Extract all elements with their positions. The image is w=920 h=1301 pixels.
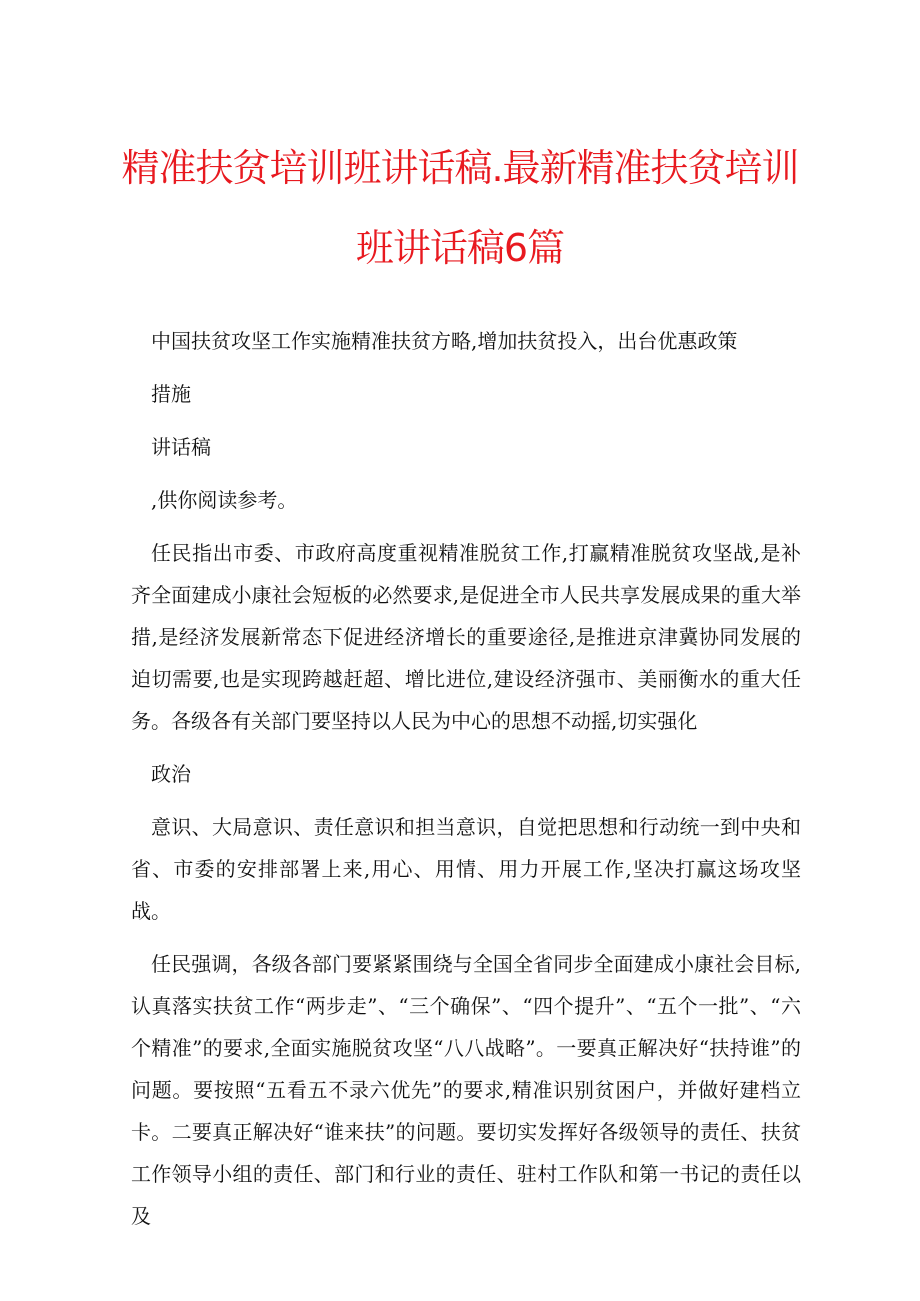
paragraph-reference: ,供你阅读参考。 <box>151 488 298 512</box>
document-title-line-1: 精准扶贫培训班讲话稿.最新精准扶贫培训 <box>121 146 799 190</box>
paragraph-speech: 讲话稿 <box>151 435 211 459</box>
paragraph-politics: 政治 <box>151 762 191 786</box>
document-title-line-2: 班讲话稿6篇 <box>355 226 565 270</box>
paragraph-intro: 中国扶贫攻坚工作实施精准扶贫方略,增加扶贫投入，出台优惠政策 <box>151 329 738 353</box>
document-body <box>131 320 801 1248</box>
paragraph-renmin-emphasis: 任民强调，各级各部门要紧紧围绕与全国全省同步全面建成小康社会目标,认真落实扶贫工作“两步走”、“三个确保”、“四个提升”、“五个一批”、“六个精准”的要求,全面实施脱贫攻坚“八八战略”。一要真正解决好“扶持谁”的问题。要按照“五看五不录六优先”的要求,精准识别贫困户，并做好建档立卡。二要真正解决好“谁来扶”的问题。要切实发挥好各级领导的责任、扶贫工作领导小组的责任、部门和行业的责任、驻村工作队和第一书记的责任以及 <box>131 952 801 1228</box>
paragraph-renmin-points: 任民指出市委、市政府高度重视精准脱贫工作,打赢精准脱贫攻坚战,是补齐全面建成小康社会短板的必然要求,是促进全市人民共享发展成果的重大举措,是经济发展新常态下促进经济增长的重要途径,是推进京津冀协同发展的迫切需要,也是实现跨越赶超、增比进位,建设经济强市、美丽衡水的重大任务。各级各有关部门要坚持以人民为中心的思想不动摇,切实强化 <box>131 541 801 733</box>
paragraph-awareness: 意识、大局意识、责任意识和担当意识，自觉把思想和行动统一到中央和省、市委的安排部署上来,用心、用情、用力开展工作,坚决打赢这场攻坚战。 <box>131 815 801 923</box>
paragraph-measures: 措施 <box>151 382 191 406</box>
